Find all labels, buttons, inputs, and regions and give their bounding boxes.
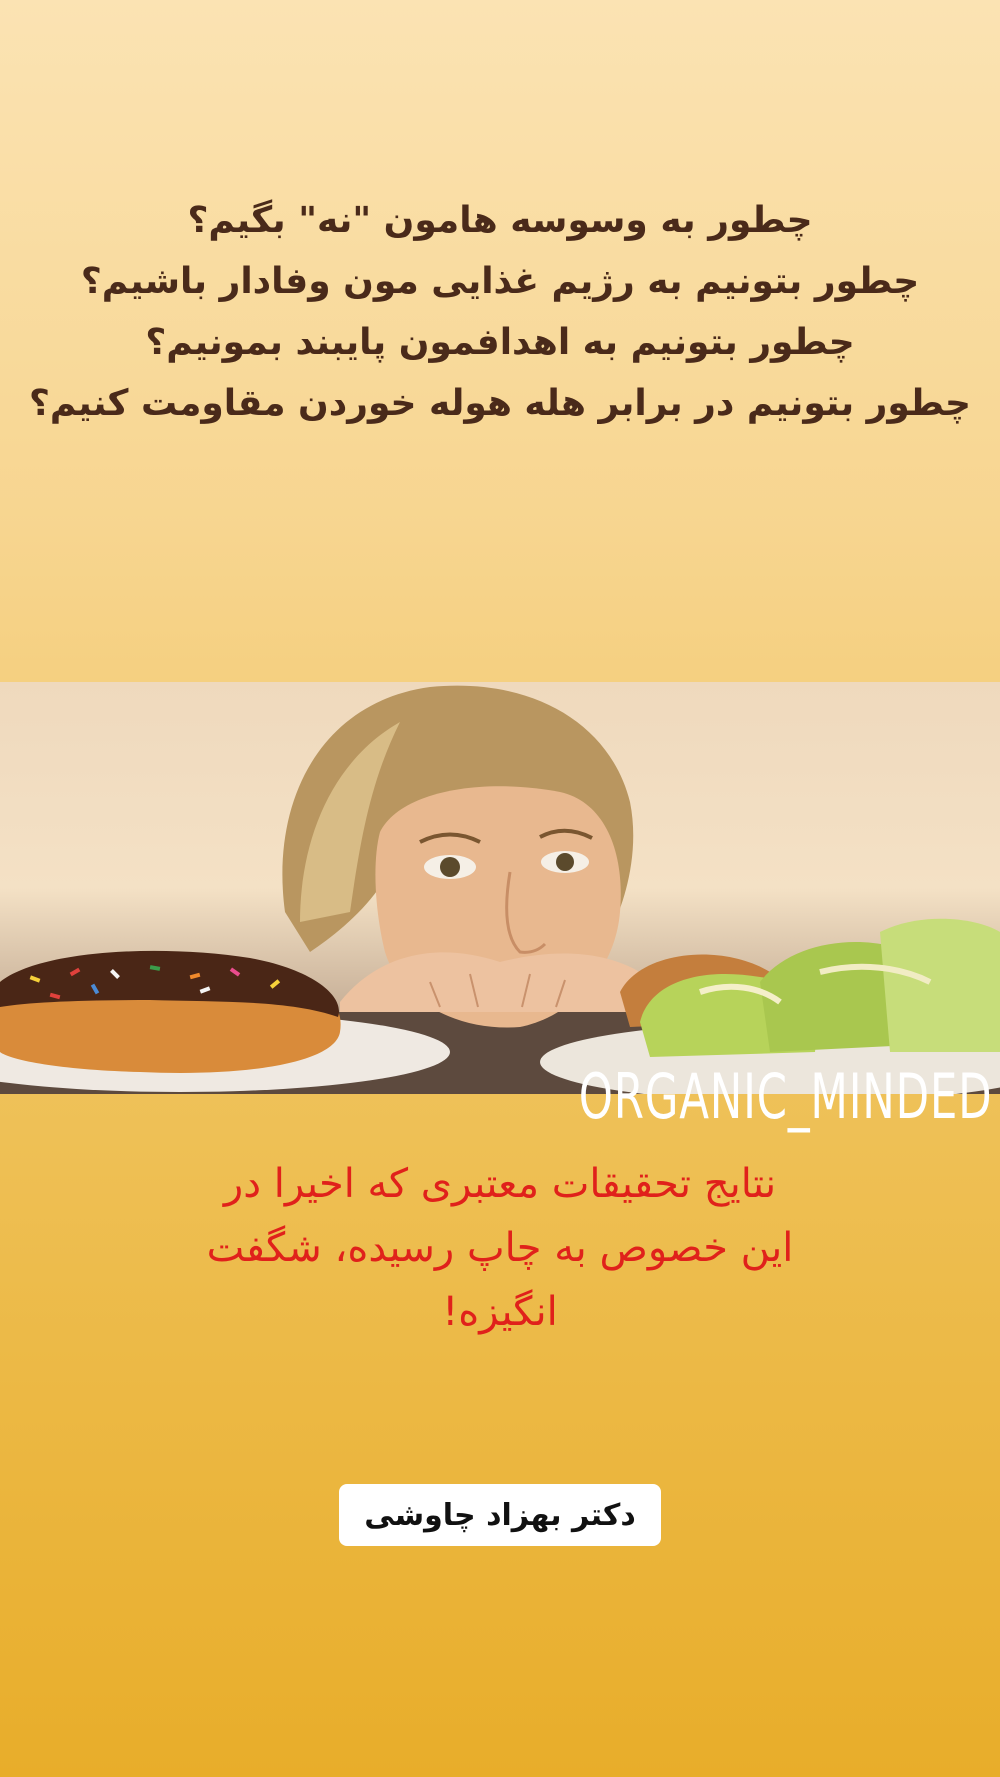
question-line: چطور بتونیم به رژیم غذایی مون وفادار باشیم؟	[80, 261, 920, 302]
woman-with-donut-and-apples-photo	[0, 682, 1000, 1094]
author-name: دکتر بهزاد چاوشی	[364, 1497, 636, 1533]
research-results-text	[0, 1152, 1000, 1344]
apple-slice	[880, 919, 1000, 1052]
author-badge	[339, 1484, 661, 1546]
right-iris	[556, 853, 574, 871]
question-line: چطور به وسوسه هامون "نه" بگیم؟	[187, 200, 813, 241]
photo-illustration	[0, 682, 1000, 1094]
red-text-line: این خصوص به چاپ رسیده، شگفت	[206, 1225, 794, 1271]
red-text-line: نتایج تحقیقات معتبری که اخیرا در	[223, 1161, 777, 1207]
questions-block	[0, 190, 1000, 434]
left-iris	[440, 857, 460, 877]
watermark-text: ORGANIC_MINDED	[578, 1060, 992, 1133]
question-line: چطور بتونیم در برابر هله هوله خوردن مقاومت کنیم؟	[29, 383, 971, 424]
question-line: چطور بتونیم به اهدافمون پایبند بمونیم؟	[145, 322, 855, 363]
red-text-line: انگیزه!	[442, 1289, 558, 1335]
